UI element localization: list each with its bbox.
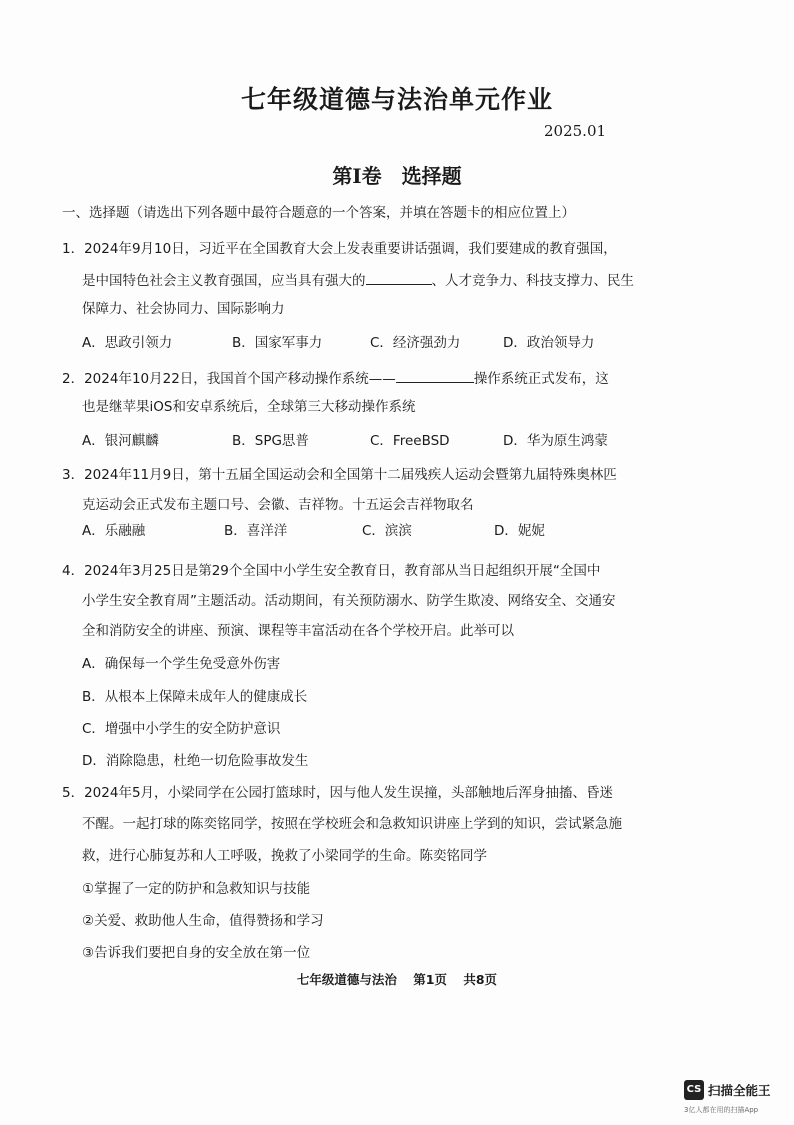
page-title: 七年级道德与法治单元作业 [240,85,553,114]
question-1-line-2-end: 、人才竞争力、科技支撑力、民生 [431,273,634,289]
question-2-line-1 [62,368,609,388]
section-heading: 第I卷 选择题 [332,164,462,188]
question-5-line-1: 5．2024年5月，小梁同学在公园打篮球时，因与他人发生误撞，头部触地后浑身抽搐、昏迷 [62,785,614,801]
question-5-item-3: ③告诉我们要把自身的安全放在第一位 [82,945,311,961]
question-3-option-a: A．乐融融 [82,523,146,539]
question-2-line-2: 也是继苹果iOS和安卓系统后，全球第三大移动操作系统 [82,399,416,415]
question-2-line-1-start: 2．2024年10月22日，我国首个国产移动操作系统—— [62,371,396,387]
question-1-line-1: 1．2024年9月10日，习近平在全国教育大会上发表重要讲话强调，我们要建成的教育强国， [62,241,617,257]
question-3-line-2: 克运动会正式发布主题口号、会徽、吉祥物。十五运会吉祥物取名 [82,497,474,513]
question-2-option-a: A．银河麒麟 [82,433,159,449]
question-5-item-1: ①掌握了一定的防护和急救知识与技能 [82,881,311,897]
question-2-option-d: D．华为原生鸿蒙 [503,433,608,449]
answer-blank [396,368,474,383]
footer-subject: 七年级道德与法治 [296,972,397,987]
question-4-option-b: B．从根本上保障未成年人的健康成长 [82,689,308,705]
footer-page-total: 共8页 [463,972,498,987]
question-4-line-2: 小学生安全教育周”主题活动。活动期间，有关预防溺水、防学生欺凌、网络安全、交通安 [82,593,616,609]
document-date: 2025.01 [544,122,607,140]
question-1-line-3: 保障力、社会协同力、国际影响力 [82,301,285,317]
question-4-option-d: D．消除隐患，杜绝一切危险事故发生 [82,753,309,769]
question-1-option-a: A．思政引领力 [82,335,173,351]
watermark-name: 扫描全能王 [708,1083,771,1098]
question-2-option-b: B．SPG思普 [232,433,309,449]
footer-page-number: 第1页 [413,972,447,987]
question-4-option-c: C．增强中小学生的安全防护意识 [82,721,281,737]
question-1-option-b: B．国家军事力 [232,335,323,351]
question-1-line-2-start: 是中国特色社会主义教育强国，应当具有强大的 [82,273,366,289]
question-4-option-a: A．确保每一个学生免受意外伤害 [82,656,281,672]
question-5-item-2: ②关爱、救助他人生命，值得赞扬和学习 [82,913,324,929]
question-1-option-d: D．政治领导力 [503,335,595,351]
question-3-option-c: C．滨滨 [362,523,412,539]
question-1-line-2 [82,270,634,290]
answer-blank [366,270,432,285]
watermark-tagline: 3亿人都在用的扫描App [684,1106,759,1114]
question-3-option-b: B．喜洋洋 [224,523,288,539]
question-5-line-2: 不醒。一起打球的陈奕铭同学，按照在学校班会和急救知识讲座上学到的知识，尝试紧急施 [82,816,622,832]
camscanner-logo-icon: CS [684,1080,704,1100]
question-2-line-1-end: 操作系统正式发布，这 [473,371,609,387]
question-4-line-3: 全和消防安全的讲座、预演、课程等丰富活动在各个学校开启。此举可以 [82,623,514,639]
scanner-watermark [684,1080,794,1120]
page-footer [0,970,794,988]
question-2-option-c: C．FreeBSD [370,433,450,449]
instruction-text: 一、选择题（请选出下列各题中最符合题意的一个答案，并填在答题卡的相应位置上） [62,205,575,221]
question-4-line-1: 4．2024年3月25日是第29个全国中小学生安全教育日，教育部从当日起组织开展“全国中 [62,563,601,579]
question-3-option-d: D．妮妮 [494,523,545,539]
question-5-line-3: 救，进行心肺复苏和人工呼吸，挽救了小梁同学的生命。陈奕铭同学 [82,848,487,864]
question-3-line-1: 3．2024年11月9日，第十五届全国运动会和全国第十二届残疾人运动会暨第九届特殊奥林匹 [62,467,617,483]
question-1-option-c: C．经济强劲力 [370,335,461,351]
